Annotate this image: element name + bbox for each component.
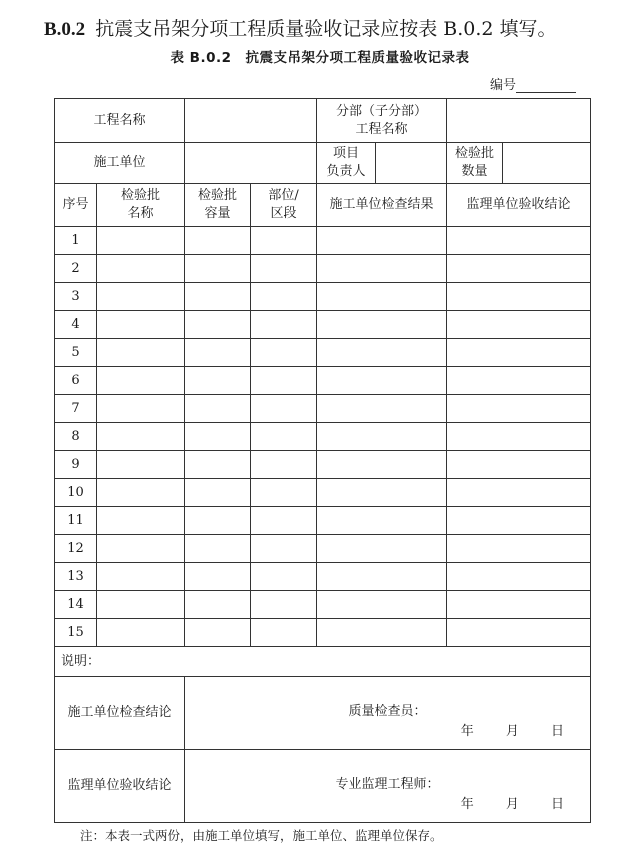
contractor-conclusion-row <box>55 677 591 750</box>
col-supervisor-conclusion: 监理单位验收结论 <box>447 184 591 227</box>
table-row <box>55 255 591 283</box>
batch-count-label: 检验批 数量 <box>447 143 503 184</box>
table-row <box>55 311 591 339</box>
table-cell[interactable] <box>447 451 591 479</box>
table-cell[interactable] <box>317 255 447 283</box>
row-number: 5 <box>55 339 97 367</box>
table-cell[interactable] <box>317 395 447 423</box>
contractor-value[interactable] <box>185 143 317 184</box>
supervisor-conclusion-area[interactable] <box>185 750 591 823</box>
table-cell[interactable] <box>185 563 251 591</box>
row-number: 2 <box>55 255 97 283</box>
contractor-conclusion-label: 施工单位检查结论 <box>55 677 185 750</box>
section-heading <box>44 14 557 41</box>
table-cell[interactable] <box>447 563 591 591</box>
table-cell[interactable] <box>185 283 251 311</box>
table-row <box>55 395 591 423</box>
supervisor-date: 年 月 日 <box>460 797 565 812</box>
table-cell[interactable] <box>317 563 447 591</box>
table-cell[interactable] <box>251 283 317 311</box>
table-cell[interactable] <box>251 591 317 619</box>
contractor-row <box>55 143 591 184</box>
contractor-date: 年 月 日 <box>460 724 565 739</box>
table-row <box>55 591 591 619</box>
table-cell[interactable] <box>317 227 447 255</box>
table-caption <box>0 46 640 66</box>
table-cell[interactable] <box>185 451 251 479</box>
table-cell[interactable] <box>97 255 185 283</box>
row-number: 12 <box>55 535 97 563</box>
table-cell[interactable] <box>317 339 447 367</box>
table-cell[interactable] <box>97 563 185 591</box>
table-cell[interactable] <box>185 507 251 535</box>
table-cell[interactable] <box>447 367 591 395</box>
remarks-label[interactable]: 说明： <box>55 647 591 677</box>
table-cell[interactable] <box>447 255 591 283</box>
row-number: 13 <box>55 563 97 591</box>
supervising-engineer-label: 专业监理工程师： <box>335 777 440 792</box>
col-batch-capacity: 检验批 容量 <box>185 184 251 227</box>
table-cell[interactable] <box>185 255 251 283</box>
table-cell[interactable] <box>447 507 591 535</box>
table-cell[interactable] <box>97 619 185 647</box>
section-text: 抗震支吊架分项工程质量验收记录应按表 B.0.2 填写。 <box>95 18 557 40</box>
table-row <box>55 507 591 535</box>
table-cell[interactable] <box>317 619 447 647</box>
table-cell[interactable] <box>447 339 591 367</box>
table-cell[interactable] <box>97 479 185 507</box>
row-number: 4 <box>55 311 97 339</box>
table-cell[interactable] <box>251 507 317 535</box>
table-cell[interactable] <box>447 479 591 507</box>
table-row <box>55 563 591 591</box>
table-cell[interactable] <box>185 619 251 647</box>
project-manager-value[interactable] <box>376 143 446 183</box>
table-cell[interactable] <box>185 479 251 507</box>
row-number: 7 <box>55 395 97 423</box>
project-name-row <box>55 99 591 143</box>
contractor-label: 施工单位 <box>55 143 185 184</box>
table-cell[interactable] <box>97 451 185 479</box>
table-cell[interactable] <box>97 507 185 535</box>
table-cell[interactable] <box>185 339 251 367</box>
project-manager-label: 项目 负责人 <box>317 143 376 183</box>
table-cell[interactable] <box>97 311 185 339</box>
row-number: 6 <box>55 367 97 395</box>
table-cell[interactable] <box>447 283 591 311</box>
table-row <box>55 367 591 395</box>
table-cell[interactable] <box>97 227 185 255</box>
contractor-conclusion-area[interactable] <box>185 677 591 750</box>
table-number: 表 B.0.2 <box>170 50 232 66</box>
table-cell[interactable] <box>251 339 317 367</box>
batch-count-value[interactable] <box>503 143 591 184</box>
data-rows <box>55 227 591 647</box>
table-cell[interactable] <box>185 395 251 423</box>
table-row <box>55 619 591 647</box>
footnote: 注：本表一式两份，由施工单位填写，施工单位、监理单位保存。 <box>80 828 443 843</box>
table-cell[interactable] <box>185 227 251 255</box>
table-cell[interactable] <box>447 311 591 339</box>
table-cell[interactable] <box>251 451 317 479</box>
table-cell[interactable] <box>97 591 185 619</box>
subsection-name-value[interactable] <box>447 99 591 143</box>
table-cell[interactable] <box>251 619 317 647</box>
table-cell[interactable] <box>251 423 317 451</box>
table-cell[interactable] <box>185 591 251 619</box>
supervisor-conclusion-label: 监理单位验收结论 <box>55 750 185 823</box>
table-cell[interactable] <box>317 311 447 339</box>
project-name-label: 工程名称 <box>55 99 185 143</box>
table-row <box>55 227 591 255</box>
table-cell[interactable] <box>97 339 185 367</box>
acceptance-record-table <box>54 98 591 823</box>
column-header-row <box>55 184 591 227</box>
table-row <box>55 535 591 563</box>
remarks-row <box>55 647 591 677</box>
table-cell[interactable] <box>317 451 447 479</box>
table-cell[interactable] <box>447 619 591 647</box>
row-number: 8 <box>55 423 97 451</box>
table-cell[interactable] <box>447 591 591 619</box>
table-cell[interactable] <box>317 423 447 451</box>
table-cell[interactable] <box>185 535 251 563</box>
col-batch-name: 检验批 名称 <box>97 184 185 227</box>
table-cell[interactable] <box>447 227 591 255</box>
subsection-name-label: 分部（子分部） 工程名称 <box>317 99 447 143</box>
serial-blank[interactable] <box>516 80 576 93</box>
table-cell[interactable] <box>251 395 317 423</box>
table-cell[interactable] <box>251 255 317 283</box>
table-cell[interactable] <box>185 423 251 451</box>
col-location: 部位/ 区段 <box>251 184 317 227</box>
col-contractor-result: 施工单位检查结果 <box>317 184 447 227</box>
table-cell[interactable] <box>447 423 591 451</box>
table-cell[interactable] <box>97 367 185 395</box>
serial-label: 编号 <box>490 78 517 93</box>
table-cell[interactable] <box>251 311 317 339</box>
row-number: 3 <box>55 283 97 311</box>
table-cell[interactable] <box>317 479 447 507</box>
quality-inspector-label: 质量检查员： <box>348 704 427 719</box>
table-row <box>55 479 591 507</box>
table-cell[interactable] <box>97 423 185 451</box>
table-cell[interactable] <box>317 507 447 535</box>
table-cell[interactable] <box>185 367 251 395</box>
table-cell[interactable] <box>447 395 591 423</box>
table-cell[interactable] <box>317 283 447 311</box>
table-cell[interactable] <box>317 591 447 619</box>
table-cell[interactable] <box>97 535 185 563</box>
supervisor-conclusion-row <box>55 750 591 823</box>
row-number: 14 <box>55 591 97 619</box>
row-number: 15 <box>55 619 97 647</box>
table-title: 抗震支吊架分项工程质量验收记录表 <box>245 50 470 66</box>
table-row <box>55 283 591 311</box>
table-row <box>55 423 591 451</box>
row-number: 1 <box>55 227 97 255</box>
table-cell[interactable] <box>97 283 185 311</box>
table-cell[interactable] <box>251 367 317 395</box>
table-cell[interactable] <box>251 227 317 255</box>
table-row <box>55 339 591 367</box>
table-cell[interactable] <box>251 479 317 507</box>
project-name-value[interactable] <box>185 99 317 143</box>
table-cell[interactable] <box>447 535 591 563</box>
section-number: B.0.2 <box>44 19 86 40</box>
table-cell[interactable] <box>317 535 447 563</box>
col-seq: 序号 <box>55 184 97 227</box>
serial-number-field <box>490 74 576 93</box>
row-number: 9 <box>55 451 97 479</box>
row-number: 10 <box>55 479 97 507</box>
table-cell[interactable] <box>185 311 251 339</box>
table-cell[interactable] <box>251 563 317 591</box>
row-number: 11 <box>55 507 97 535</box>
table-cell[interactable] <box>251 535 317 563</box>
table-cell[interactable] <box>317 367 447 395</box>
table-row <box>55 451 591 479</box>
table-cell[interactable] <box>97 395 185 423</box>
